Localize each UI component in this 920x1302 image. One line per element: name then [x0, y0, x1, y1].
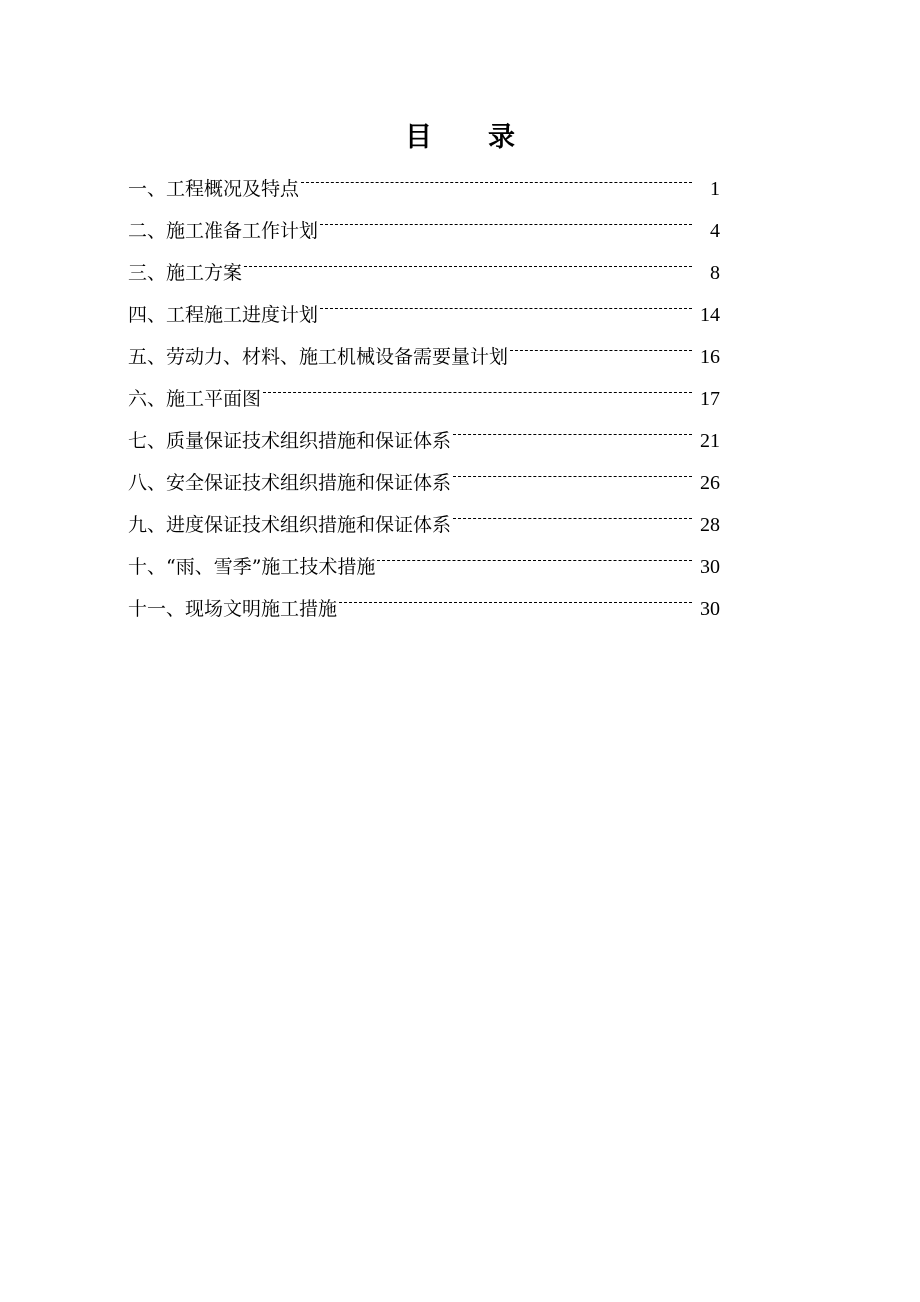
toc-entry[interactable] — [128, 420, 720, 462]
toc-entry-page: 30 — [700, 598, 720, 620]
toc-entry-label: 四、工程施工进度计划 — [128, 304, 319, 326]
toc-entry-page: 21 — [700, 430, 720, 452]
toc-entry-label: 十一、现场文明施工措施 — [128, 598, 338, 620]
table-of-contents — [128, 168, 720, 630]
toc-entry[interactable] — [128, 462, 720, 504]
toc-entry-page: 17 — [700, 388, 720, 410]
toc-entry-label: 二、施工准备工作计划 — [128, 220, 319, 242]
toc-entry-page: 1 — [710, 178, 720, 200]
toc-leader-dots — [320, 308, 692, 309]
toc-entry[interactable] — [128, 504, 720, 546]
toc-entry[interactable] — [128, 378, 720, 420]
toc-entry[interactable] — [128, 168, 720, 210]
toc-leader-dots — [301, 182, 692, 183]
toc-leader-dots — [453, 518, 692, 519]
toc-entry-page: 16 — [700, 346, 720, 368]
toc-entry-label: 五、劳动力、材料、施工机械设备需要量计划 — [128, 346, 509, 368]
toc-leader-dots — [510, 350, 692, 351]
page-title — [0, 118, 920, 158]
toc-entry-label: 六、施工平面图 — [128, 388, 262, 410]
toc-entry-page: 26 — [700, 472, 720, 494]
toc-entry-page: 28 — [700, 514, 720, 536]
toc-leader-dots — [453, 434, 692, 435]
toc-leader-dots — [339, 602, 692, 603]
toc-entry[interactable] — [128, 210, 720, 252]
toc-entry[interactable] — [128, 294, 720, 336]
toc-entry-label: 十、“雨、雪季”施工技术措施 — [128, 556, 376, 578]
toc-leader-dots — [263, 392, 692, 393]
title-char-right: 录 — [488, 122, 515, 153]
toc-entry[interactable] — [128, 546, 720, 588]
toc-entry-label: 一、工程概况及特点 — [128, 178, 300, 200]
toc-leader-dots — [244, 266, 692, 267]
toc-entry-page: 4 — [710, 220, 720, 242]
toc-entry-label: 八、安全保证技术组织措施和保证体系 — [128, 472, 452, 494]
toc-entry-label: 九、进度保证技术组织措施和保证体系 — [128, 514, 452, 536]
toc-entry[interactable] — [128, 336, 720, 378]
toc-entry[interactable] — [128, 588, 720, 630]
toc-entry-page: 30 — [700, 556, 720, 578]
title-char-left: 目 — [405, 122, 432, 153]
toc-entry-page: 14 — [700, 304, 720, 326]
toc-leader-dots — [320, 224, 692, 225]
toc-entry-label: 七、质量保证技术组织措施和保证体系 — [128, 430, 452, 452]
toc-leader-dots — [453, 476, 692, 477]
toc-entry-label: 三、施工方案 — [128, 262, 243, 284]
toc-entry[interactable] — [128, 252, 720, 294]
toc-leader-dots — [377, 560, 692, 561]
toc-entry-page: 8 — [710, 262, 720, 284]
